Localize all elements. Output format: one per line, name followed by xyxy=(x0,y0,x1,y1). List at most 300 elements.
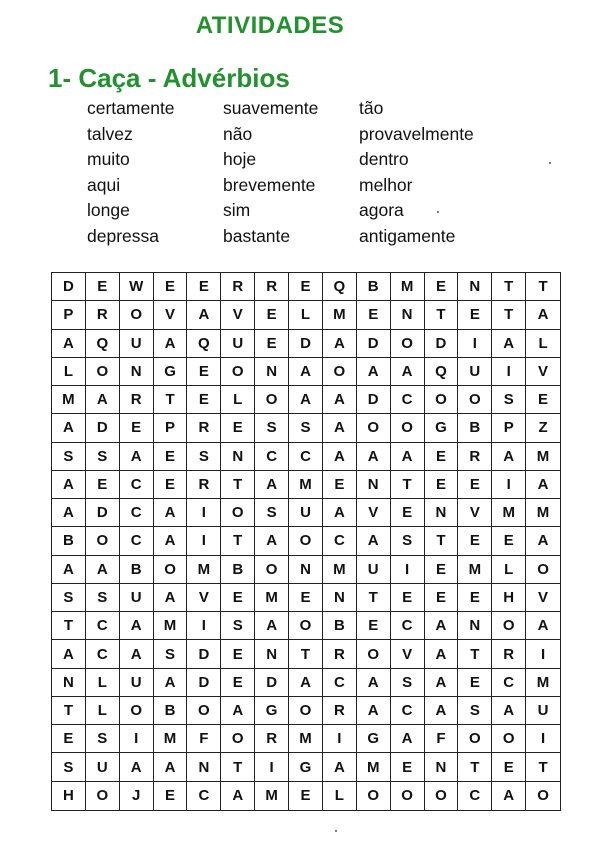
grid-cell: M xyxy=(526,443,560,471)
grid-cell: E xyxy=(458,584,492,612)
grid-cell: N xyxy=(187,753,221,781)
grid-cell: B xyxy=(154,697,188,725)
grid-cell: O xyxy=(357,414,391,442)
grid-cell: A xyxy=(255,612,289,640)
grid-cell: C xyxy=(323,527,357,555)
grid-cell: N xyxy=(425,499,459,527)
word-item: depressa xyxy=(87,225,159,246)
grid-cell: M xyxy=(526,499,560,527)
grid-cell: C xyxy=(391,612,425,640)
grid-cell: A xyxy=(492,782,526,810)
grid-cell: M xyxy=(255,584,289,612)
grid-cell: C xyxy=(120,527,154,555)
grid-cell: O xyxy=(187,697,221,725)
grid-cell: C xyxy=(120,499,154,527)
grid-cell: A xyxy=(357,669,391,697)
grid-cell: E xyxy=(154,443,188,471)
grid-cell: Q xyxy=(86,330,120,358)
word-item: provavelmente xyxy=(359,123,474,144)
grid-cell: O xyxy=(323,358,357,386)
grid-cell: V xyxy=(187,584,221,612)
grid-cell: A xyxy=(120,753,154,781)
grid-cell: S xyxy=(221,612,255,640)
grid-cell: A xyxy=(52,330,86,358)
grid-cell: O xyxy=(289,527,323,555)
grid-cell: L xyxy=(323,782,357,810)
grid-cell: S xyxy=(391,527,425,555)
grid-cell: M xyxy=(154,725,188,753)
grid-cell: O xyxy=(154,556,188,584)
grid-cell: E xyxy=(187,358,221,386)
grid-cell: N xyxy=(255,640,289,668)
word-item: brevemente xyxy=(223,174,316,195)
grid-cell: D xyxy=(52,273,86,301)
grid-cell: I xyxy=(187,612,221,640)
word-item: agora xyxy=(359,200,404,221)
grid-cell: E xyxy=(221,669,255,697)
grid-cell: C xyxy=(187,782,221,810)
grid-cell: G xyxy=(154,358,188,386)
grid-cell: D xyxy=(289,330,323,358)
grid-cell: O xyxy=(492,725,526,753)
grid-cell: A xyxy=(154,330,188,358)
grid-cell: A xyxy=(187,301,221,329)
grid-cell: L xyxy=(221,386,255,414)
grid-cell: I xyxy=(187,499,221,527)
grid-cell: H xyxy=(52,782,86,810)
page-title: ATIVIDADES xyxy=(195,12,345,39)
grid-cell: L xyxy=(86,669,120,697)
grid-cell: C xyxy=(86,640,120,668)
grid-cell: A xyxy=(221,782,255,810)
grid-cell: E xyxy=(458,471,492,499)
grid-cell: E xyxy=(221,584,255,612)
grid-cell: P xyxy=(492,414,526,442)
grid-cell: A xyxy=(526,527,560,555)
grid-cell: O xyxy=(120,301,154,329)
grid-cell: T xyxy=(425,527,459,555)
word-item: sim xyxy=(223,200,251,221)
grid-cell: E xyxy=(357,301,391,329)
grid-cell: E xyxy=(425,584,459,612)
grid-cell: N xyxy=(289,556,323,584)
grid-cell: T xyxy=(52,612,86,640)
grid-cell: A xyxy=(154,669,188,697)
grid-cell: A xyxy=(323,330,357,358)
grid-cell: E xyxy=(154,471,188,499)
grid-cell: T xyxy=(526,273,560,301)
grid-cell: E xyxy=(86,471,120,499)
grid-cell: O xyxy=(289,612,323,640)
grid-cell: E xyxy=(357,612,391,640)
grid-cell: C xyxy=(492,669,526,697)
grid-cell: D xyxy=(187,669,221,697)
grid-cell: T xyxy=(458,753,492,781)
grid-cell: C xyxy=(323,669,357,697)
grid-cell: O xyxy=(492,612,526,640)
grid-cell: A xyxy=(52,556,86,584)
grid-cell: E xyxy=(221,414,255,442)
grid-cell: D xyxy=(425,330,459,358)
grid-cell: U xyxy=(120,669,154,697)
grid-cell: Q xyxy=(323,273,357,301)
grid-cell: S xyxy=(458,697,492,725)
grid-cell: R xyxy=(255,273,289,301)
grid-cell: V xyxy=(357,499,391,527)
grid-cell: B xyxy=(52,527,86,555)
grid-cell: A xyxy=(391,358,425,386)
word-item: bastante xyxy=(223,225,291,246)
grid-cell: G xyxy=(425,414,459,442)
grid-cell: S xyxy=(187,443,221,471)
grid-cell: A xyxy=(52,640,86,668)
grid-cell: O xyxy=(255,386,289,414)
grid-cell: A xyxy=(52,414,86,442)
grid-cell: A xyxy=(526,612,560,640)
grid-cell: H xyxy=(492,584,526,612)
grid-cell: M xyxy=(391,273,425,301)
grid-cell: A xyxy=(526,301,560,329)
grid-cell: E xyxy=(458,527,492,555)
grid-cell: O xyxy=(357,640,391,668)
grid-cell: O xyxy=(86,782,120,810)
grid-cell: E xyxy=(289,782,323,810)
grid-cell: F xyxy=(425,725,459,753)
grid-cell: R xyxy=(458,443,492,471)
word-item: melhor xyxy=(359,174,413,195)
grid-cell: E xyxy=(458,669,492,697)
grid-cell: I xyxy=(323,725,357,753)
grid-cell: A xyxy=(323,386,357,414)
word-item: tão xyxy=(359,98,384,118)
word-item: antigamente xyxy=(359,225,456,246)
grid-cell: O xyxy=(221,358,255,386)
grid-cell: D xyxy=(357,386,391,414)
grid-cell: D xyxy=(255,669,289,697)
grid-cell: I xyxy=(526,725,560,753)
grid-cell: A xyxy=(391,443,425,471)
grid-cell: B xyxy=(120,556,154,584)
grid-cell: F xyxy=(187,725,221,753)
grid-cell: W xyxy=(120,273,154,301)
grid-cell: I xyxy=(492,358,526,386)
grid-cell: A xyxy=(357,443,391,471)
grid-cell: A xyxy=(255,471,289,499)
grid-cell: E xyxy=(255,301,289,329)
grid-cell: M xyxy=(255,782,289,810)
grid-cell: V xyxy=(526,584,560,612)
grid-cell: I xyxy=(187,527,221,555)
grid-cell: A xyxy=(289,358,323,386)
grid-cell: M xyxy=(187,556,221,584)
grid-cell: I xyxy=(255,753,289,781)
grid-cell: C xyxy=(120,471,154,499)
grid-cell: G xyxy=(289,753,323,781)
grid-cell: E xyxy=(289,584,323,612)
grid-cell: U xyxy=(458,358,492,386)
grid-cell: A xyxy=(221,697,255,725)
grid-cell: S xyxy=(289,414,323,442)
grid-cell: M xyxy=(289,725,323,753)
grid-cell: N xyxy=(425,753,459,781)
grid-cell: A xyxy=(425,640,459,668)
grid-cell: A xyxy=(120,640,154,668)
grid-cell: A xyxy=(255,527,289,555)
grid-cell: N xyxy=(323,584,357,612)
grid-cell: R xyxy=(187,471,221,499)
grid-cell: I xyxy=(391,556,425,584)
grid-cell: E xyxy=(391,584,425,612)
word-item: talvez xyxy=(87,123,133,144)
grid-cell: T xyxy=(52,697,86,725)
grid-cell: E xyxy=(187,273,221,301)
grid-cell: M xyxy=(289,471,323,499)
grid-cell: T xyxy=(492,273,526,301)
grid-cell: T xyxy=(492,301,526,329)
grid-cell: P xyxy=(154,414,188,442)
grid-cell: S xyxy=(52,753,86,781)
grid-cell: N xyxy=(255,358,289,386)
grid-cell: A xyxy=(526,471,560,499)
grid-cell: A xyxy=(357,527,391,555)
grid-cell: L xyxy=(492,556,526,584)
grid-cell: A xyxy=(154,753,188,781)
scan-speck xyxy=(549,162,551,164)
grid-cell: A xyxy=(154,499,188,527)
grid-cell: C xyxy=(391,697,425,725)
grid-cell: A xyxy=(357,358,391,386)
grid-cell: O xyxy=(357,782,391,810)
grid-cell: A xyxy=(52,471,86,499)
grid-cell: A xyxy=(425,669,459,697)
grid-cell: C xyxy=(86,612,120,640)
section-heading: 1- Caça - Advérbios xyxy=(48,63,290,93)
grid-cell: I xyxy=(492,471,526,499)
grid-cell: A xyxy=(120,612,154,640)
grid-cell: E xyxy=(425,443,459,471)
grid-cell: R xyxy=(323,697,357,725)
grid-cell: R xyxy=(86,301,120,329)
grid-cell: U xyxy=(120,330,154,358)
grid-cell: E xyxy=(323,471,357,499)
grid-cell: C xyxy=(255,443,289,471)
grid-cell: R xyxy=(255,725,289,753)
grid-cell: T xyxy=(526,753,560,781)
grid-cell: T xyxy=(221,527,255,555)
grid-cell: A xyxy=(323,443,357,471)
grid-cell: A xyxy=(86,386,120,414)
grid-cell: S xyxy=(86,725,120,753)
grid-cell: O xyxy=(425,386,459,414)
grid-cell: R xyxy=(492,640,526,668)
grid-cell: M xyxy=(323,301,357,329)
grid-cell: T xyxy=(154,386,188,414)
grid-cell: A xyxy=(323,499,357,527)
grid-cell: E xyxy=(289,273,323,301)
grid-cell: M xyxy=(526,669,560,697)
grid-cell: E xyxy=(391,753,425,781)
grid-cell: E xyxy=(52,725,86,753)
grid-cell: E xyxy=(154,273,188,301)
word-item: suavemente xyxy=(223,98,319,118)
grid-cell: T xyxy=(391,471,425,499)
grid-cell: V xyxy=(391,640,425,668)
grid-cell: B xyxy=(458,414,492,442)
grid-cell: S xyxy=(52,584,86,612)
grid-cell: E xyxy=(120,414,154,442)
grid-cell: D xyxy=(357,330,391,358)
scan-speck xyxy=(437,211,439,213)
grid-cell: S xyxy=(255,414,289,442)
grid-cell: O xyxy=(221,725,255,753)
grid-cell: D xyxy=(86,414,120,442)
grid-cell: R xyxy=(323,640,357,668)
grid-cell: O xyxy=(425,782,459,810)
grid-cell: U xyxy=(357,556,391,584)
grid-cell: E xyxy=(458,301,492,329)
grid-cell: A xyxy=(86,556,120,584)
grid-cell: M xyxy=(357,753,391,781)
grid-cell: T xyxy=(425,301,459,329)
grid-cell: I xyxy=(458,330,492,358)
grid-cell: A xyxy=(154,584,188,612)
grid-cell: S xyxy=(86,443,120,471)
grid-cell: I xyxy=(526,640,560,668)
grid-cell: A xyxy=(323,753,357,781)
grid-cell: L xyxy=(526,330,560,358)
grid-cell: S xyxy=(52,443,86,471)
grid-cell: T xyxy=(221,753,255,781)
grid-cell: E xyxy=(255,330,289,358)
grid-cell: U xyxy=(86,753,120,781)
grid-cell: Z xyxy=(526,414,560,442)
grid-cell: O xyxy=(86,527,120,555)
word-list xyxy=(87,96,507,250)
grid-cell: S xyxy=(391,669,425,697)
grid-cell: J xyxy=(120,782,154,810)
grid-cell: S xyxy=(86,584,120,612)
grid-cell: M xyxy=(323,556,357,584)
grid-cell: O xyxy=(289,697,323,725)
grid-cell: V xyxy=(458,499,492,527)
grid-cell: N xyxy=(120,358,154,386)
grid-cell: E xyxy=(221,640,255,668)
word-item: muito xyxy=(87,149,130,170)
grid-cell: O xyxy=(391,330,425,358)
grid-cell: R xyxy=(120,386,154,414)
grid-cell: C xyxy=(289,443,323,471)
grid-cell: P xyxy=(52,301,86,329)
grid-cell: V xyxy=(154,301,188,329)
grid-cell: O xyxy=(391,414,425,442)
grid-cell: A xyxy=(323,414,357,442)
grid-cell: N xyxy=(458,273,492,301)
grid-cell: U xyxy=(120,584,154,612)
grid-cell: A xyxy=(391,725,425,753)
word-item: aqui xyxy=(87,174,121,195)
grid-cell: G xyxy=(357,725,391,753)
grid-cell: B xyxy=(221,556,255,584)
grid-cell: U xyxy=(526,697,560,725)
grid-cell: N xyxy=(391,301,425,329)
grid-cell: T xyxy=(357,584,391,612)
grid-cell: G xyxy=(255,697,289,725)
word-item: hoje xyxy=(223,149,257,170)
grid-cell: E xyxy=(526,386,560,414)
grid-cell: V xyxy=(526,358,560,386)
grid-cell: E xyxy=(425,471,459,499)
grid-cell: A xyxy=(289,669,323,697)
grid-cell: A xyxy=(425,612,459,640)
grid-cell: B xyxy=(323,612,357,640)
grid-cell: E xyxy=(391,499,425,527)
grid-cell: A xyxy=(120,443,154,471)
grid-cell: O xyxy=(255,556,289,584)
grid-cell: O xyxy=(458,386,492,414)
grid-cell: A xyxy=(492,330,526,358)
scan-speck xyxy=(335,830,337,832)
grid-cell: E xyxy=(86,273,120,301)
grid-cell: A xyxy=(52,499,86,527)
grid-cell: Q xyxy=(187,330,221,358)
grid-cell: T xyxy=(458,640,492,668)
grid-cell: D xyxy=(86,499,120,527)
grid-cell: R xyxy=(187,414,221,442)
grid-cell: L xyxy=(289,301,323,329)
grid-cell: N xyxy=(221,443,255,471)
grid-cell: S xyxy=(154,640,188,668)
grid-cell: Q xyxy=(425,358,459,386)
grid-cell: O xyxy=(86,358,120,386)
grid-cell: U xyxy=(221,330,255,358)
grid-cell: N xyxy=(458,612,492,640)
grid-cell: M xyxy=(52,386,86,414)
grid-cell: V xyxy=(221,301,255,329)
word-item: certamente xyxy=(87,98,175,118)
grid-cell: U xyxy=(289,499,323,527)
grid-cell: E xyxy=(154,782,188,810)
grid-cell: E xyxy=(492,527,526,555)
grid-cell: O xyxy=(221,499,255,527)
grid-cell: O xyxy=(526,556,560,584)
grid-cell: E xyxy=(492,753,526,781)
grid-cell: A xyxy=(425,697,459,725)
grid-cell: R xyxy=(221,273,255,301)
grid-cell: A xyxy=(154,527,188,555)
grid-cell: A xyxy=(492,443,526,471)
grid-cell: S xyxy=(255,499,289,527)
grid-cell: S xyxy=(492,386,526,414)
grid-cell: N xyxy=(357,471,391,499)
grid-cell: E xyxy=(187,386,221,414)
word-item: não xyxy=(223,123,253,144)
word-search-grid xyxy=(51,272,561,811)
grid-cell: A xyxy=(357,697,391,725)
grid-cell: N xyxy=(52,669,86,697)
grid-cell: M xyxy=(458,556,492,584)
grid-cell: C xyxy=(391,386,425,414)
grid-cell: D xyxy=(187,640,221,668)
word-item: dentro xyxy=(359,149,409,170)
grid-cell: O xyxy=(458,725,492,753)
grid-cell: E xyxy=(425,273,459,301)
word-item: longe xyxy=(87,200,130,221)
grid-cell: T xyxy=(289,640,323,668)
grid-cell: O xyxy=(391,782,425,810)
grid-cell: E xyxy=(425,556,459,584)
grid-cell: A xyxy=(289,386,323,414)
grid-cell: M xyxy=(492,499,526,527)
